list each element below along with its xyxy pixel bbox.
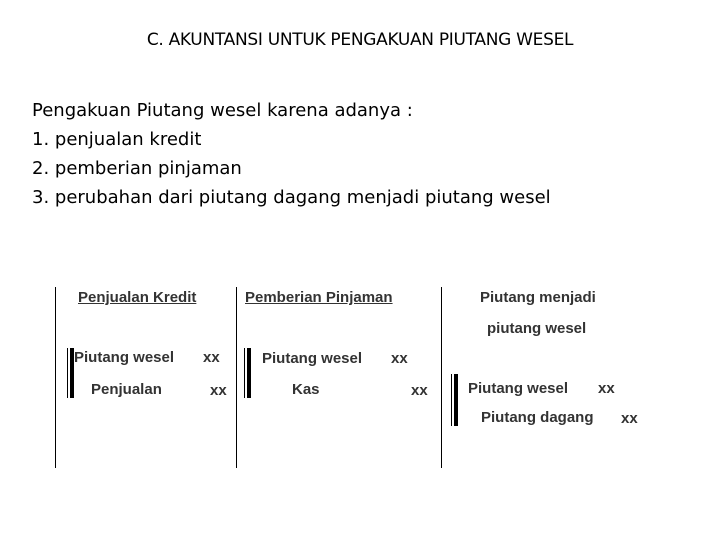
column-divider-middle <box>236 287 237 468</box>
list-item: 3. perubahan dari piutang dagang menjadi piutang wesel <box>32 187 551 208</box>
column-header: Penjualan Kredit <box>78 289 197 306</box>
list-item: 1. penjualan kredit <box>32 129 202 150</box>
credit-amount: xx <box>411 382 428 399</box>
credit-account: Penjualan <box>91 381 162 398</box>
column-header: Pemberian Pinjaman <box>245 289 393 306</box>
credit-amount: xx <box>210 382 227 399</box>
column-header: Piutang menjadi <box>480 289 596 306</box>
debit-account: Piutang wesel <box>468 380 569 397</box>
credit-account: Kas <box>292 381 320 398</box>
intro-text <box>32 96 551 212</box>
credit-account: Piutang dagang <box>481 409 594 426</box>
intro-heading: Pengakuan Piutang wesel karena adanya : <box>32 100 413 121</box>
column-header-line2: piutang wesel <box>487 320 587 337</box>
debit-account: Piutang wesel <box>74 349 175 366</box>
column-divider-left <box>55 287 56 468</box>
debit-amount: xx <box>203 349 220 366</box>
journal-bracket <box>454 374 458 426</box>
debit-amount: xx <box>391 350 408 367</box>
debit-account: Piutang wesel <box>262 350 363 367</box>
journal-bracket-thin <box>451 374 452 426</box>
credit-amount: xx <box>621 410 638 427</box>
column-divider-right <box>441 287 442 468</box>
list-item: 2. pemberian pinjaman <box>32 158 242 179</box>
journal-bracket <box>247 348 251 398</box>
journal-bracket-thin <box>67 348 68 398</box>
slide-title: C. AKUNTANSI UNTUK PENGAKUAN PIUTANG WESEL <box>146 30 574 50</box>
journal-bracket-thin <box>244 348 245 398</box>
debit-amount: xx <box>598 380 615 397</box>
